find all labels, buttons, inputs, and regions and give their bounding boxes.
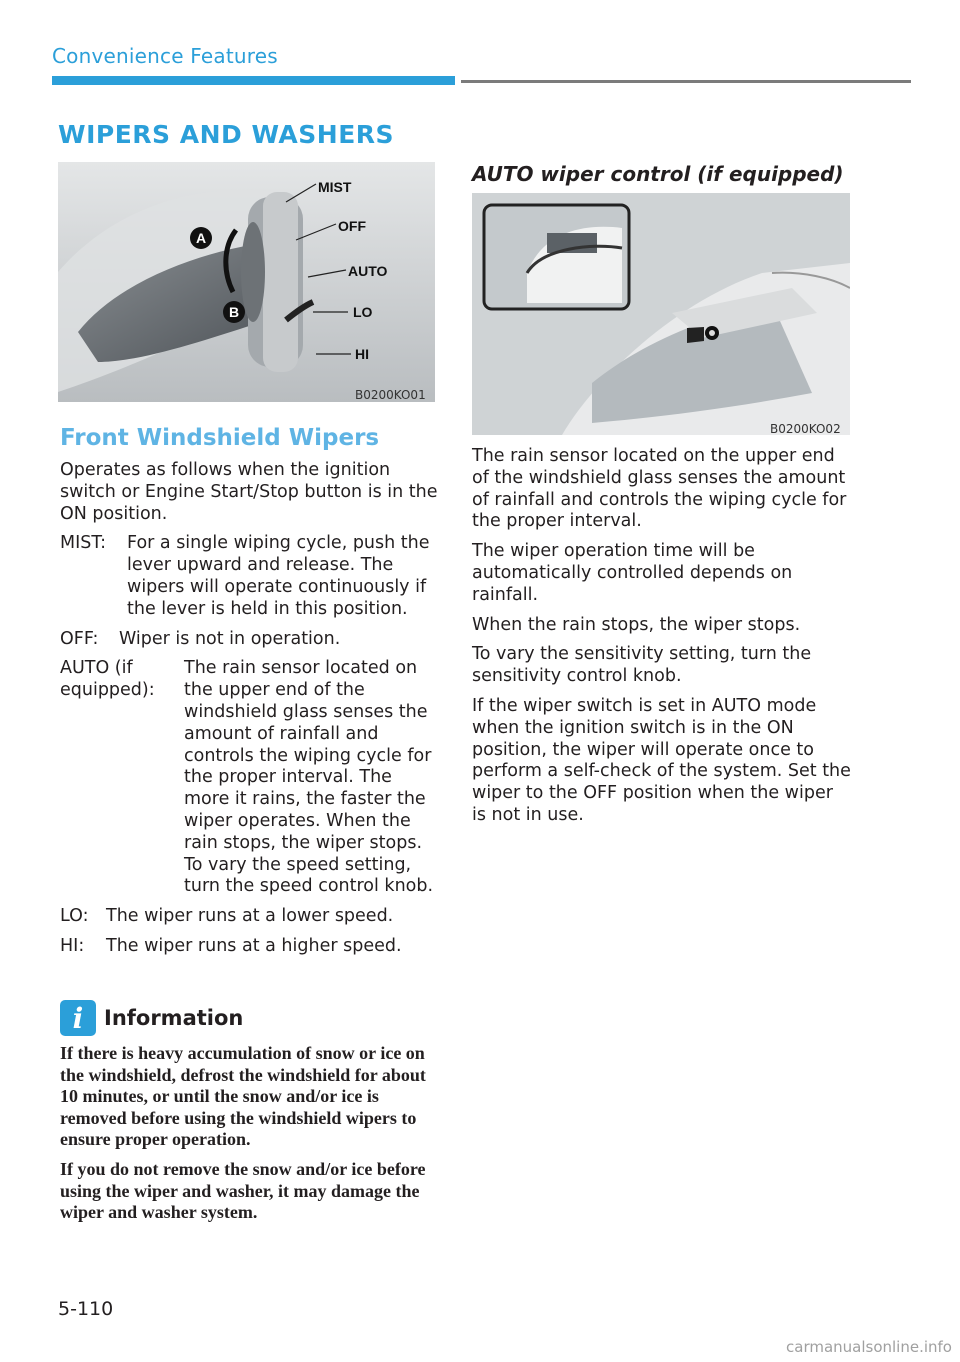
auto-paragraph: To vary the sensitivity setting, turn the sensitivity control knob. [472,644,812,687]
auto-paragraph: The rain sensor located on the upper end of the windshield glass senses the amount of rainfall and controls the wiping cycle for the proper interval. [472,446,847,532]
running-header: Convenience Features [52,44,278,68]
information-heading [60,1000,243,1036]
term-mist: MIST: [60,533,107,554]
info-icon: i [60,1000,96,1036]
auto-wiper-body [472,446,852,835]
header-rule-grey [461,80,911,83]
front-wipers-body [60,460,438,966]
figure1-code: B0200KO01 [355,388,426,402]
info-paragraph: If there is heavy accumulation of snow or ice on the windshield, defrost the windshield for about 10 minutes, or until the snow and/or ice is removed before using the windshield wipers to ensure proper operation. [60,1043,426,1150]
rain-sensor-illustration [472,193,850,435]
label-hi: HI [355,346,369,362]
information-text [60,1043,440,1232]
term-hi: HI: [60,935,85,956]
auto-paragraph: When the rain stops, the wiper stops. [472,614,801,635]
mode-hi [60,936,438,958]
label-mist: MIST [318,179,352,195]
watermark: carmanualsonline.info [786,1338,952,1356]
desc-auto: The rain sensor located on the upper end of the windshield glass senses the amount of rainfall and controls the wiping cycle for the proper interval. The more it rains, the faster the wiper operates. When the rain stops, the wiper stops. To vary the speed setting, turn the speed control knob. [184,658,434,897]
term-lo: LO: [60,906,89,927]
rain-sensor-figure [472,193,850,435]
desc-hi: The wiper runs at a higher speed. [106,935,402,956]
label-auto: AUTO [348,263,388,279]
page-number: 5-110 [58,1298,114,1320]
front-intro: Operates as follows when the ignition switch or Engine Start/Stop button is in the ON position. [60,460,438,524]
term-auto: AUTO (if equipped): [60,658,155,701]
figure2-code: B0200KO02 [770,422,841,436]
auto-paragraph: If the wiper switch is set in AUTO mode when the ignition switch is in the ON position, the wiper will operate once to perform a self-check of the system. Set the wiper to the OFF position when the wiper is not in use. [472,695,851,825]
marker-a: A [195,230,207,246]
header-rule-blue [52,76,455,85]
front-wipers-heading: Front Windshield Wipers [60,425,380,451]
wiper-lever-figure [58,162,435,402]
section-title: WIPERS AND WASHERS [58,120,395,149]
marker-b: B [228,304,240,320]
wiper-lever-illustration [58,162,435,402]
mode-mist [60,533,438,620]
desc-mist: For a single wiping cycle, push the lever upward and release. The wipers will operate continuously if the lever is held in this position. [127,533,430,619]
mode-lo [60,906,438,928]
label-lo: LO [353,304,373,320]
desc-lo: The wiper runs at a lower speed. [106,906,394,927]
term-off: OFF: [60,628,99,649]
desc-off: Wiper is not in operation. [119,628,341,649]
mode-off [60,629,438,651]
info-paragraph: If you do not remove the snow and/or ice before using the wiper and washer, it may damage the wiper and washer system. [60,1158,426,1223]
label-off: OFF [338,218,366,234]
mode-auto [60,658,438,898]
auto-paragraph: The wiper operation time will be automatically controlled depends on rainfall. [472,541,793,605]
auto-wiper-heading: AUTO wiper control (if equipped) [472,162,844,186]
information-label: Information [104,1006,244,1030]
